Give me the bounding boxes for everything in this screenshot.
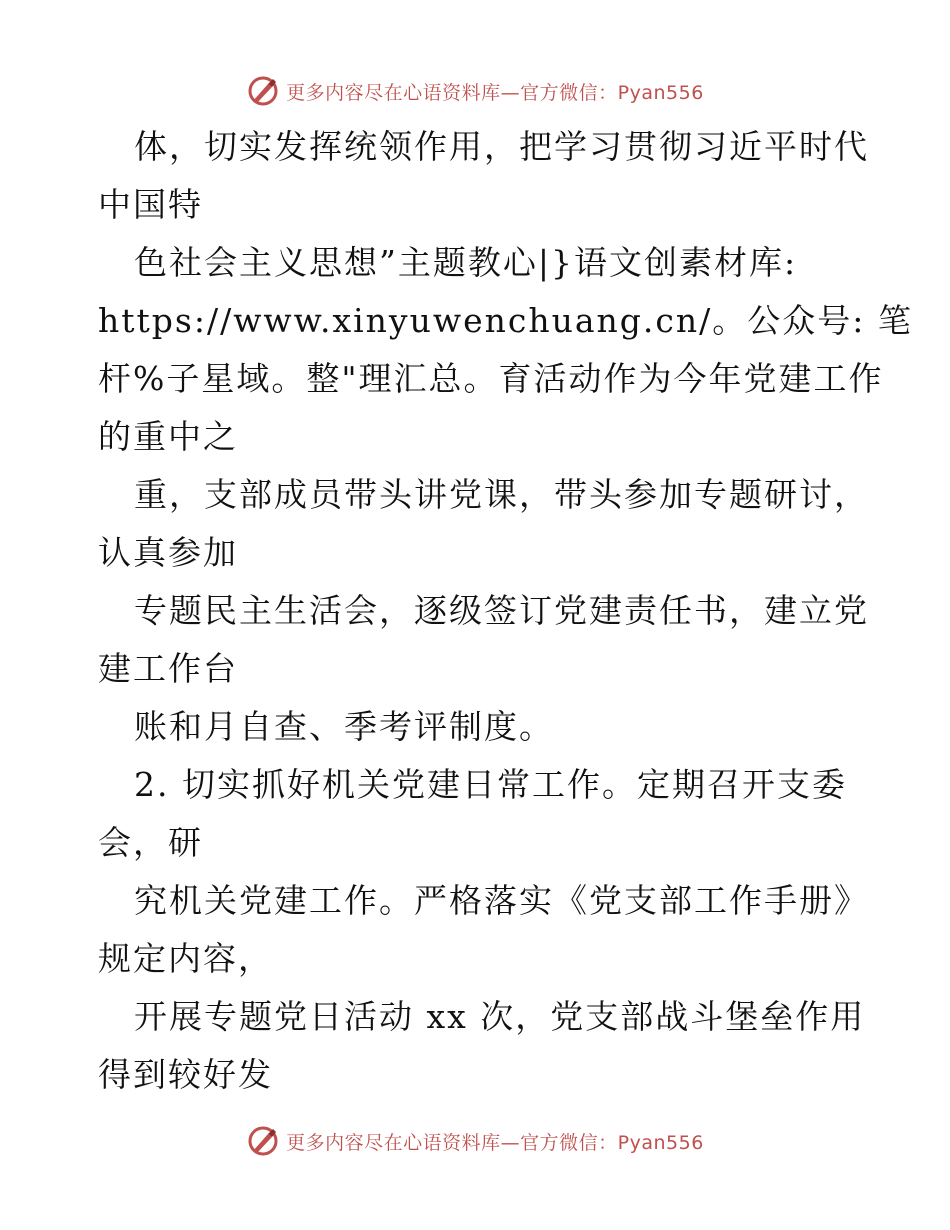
text-line: 究机关党建工作。严格落实《党支部工作手册》 xyxy=(134,881,869,920)
text-line: 2. 切实抓好机关党建日常工作。定期召开支委 xyxy=(134,765,847,804)
document-body xyxy=(98,118,913,1104)
text-line: 认真参加 xyxy=(98,533,238,572)
pen-logo-icon xyxy=(246,74,280,108)
text-line: 体，切实发挥统领作用，把学习贯彻习近平时代 xyxy=(134,127,869,166)
text-line: 得到较好发 xyxy=(98,1055,273,1094)
header-watermark-banner xyxy=(0,70,950,112)
text-line: 账和月自查、季考评制度。 xyxy=(134,707,554,746)
text-line: 重，支部成员带头讲党课，带头参加专题研讨， xyxy=(134,475,869,514)
text-line: 杆%子星域。整"理汇总。育活动作为今年党建工作 xyxy=(98,359,884,398)
text-line: 专题民主生活会，逐级签订党建责任书，建立党 xyxy=(134,591,869,630)
text-line: 开展专题党日活动 xx 次，党支部战斗堡垒作用 xyxy=(134,997,866,1036)
text-line: 规定内容， xyxy=(98,939,273,978)
footer-banner-text: 更多内容尽在心语资料库—官方微信：Pyan556 xyxy=(286,1131,704,1154)
text-line: 会，研 xyxy=(98,823,203,862)
pen-logo-icon xyxy=(246,1124,280,1158)
text-line: 中国特 xyxy=(98,185,203,224)
text-line: https://www.xinyuwenchuang.cn/。公众号: 笔 xyxy=(98,301,913,340)
text-line: 建工作台 xyxy=(98,649,238,688)
text-line: 的重中之 xyxy=(98,417,238,456)
text-line: 色社会主义思想”主题教心|}语文创素材库: xyxy=(134,243,798,282)
header-banner-text: 更多内容尽在心语资料库—官方微信：Pyan556 xyxy=(286,81,704,104)
footer-watermark-banner xyxy=(0,1120,950,1162)
